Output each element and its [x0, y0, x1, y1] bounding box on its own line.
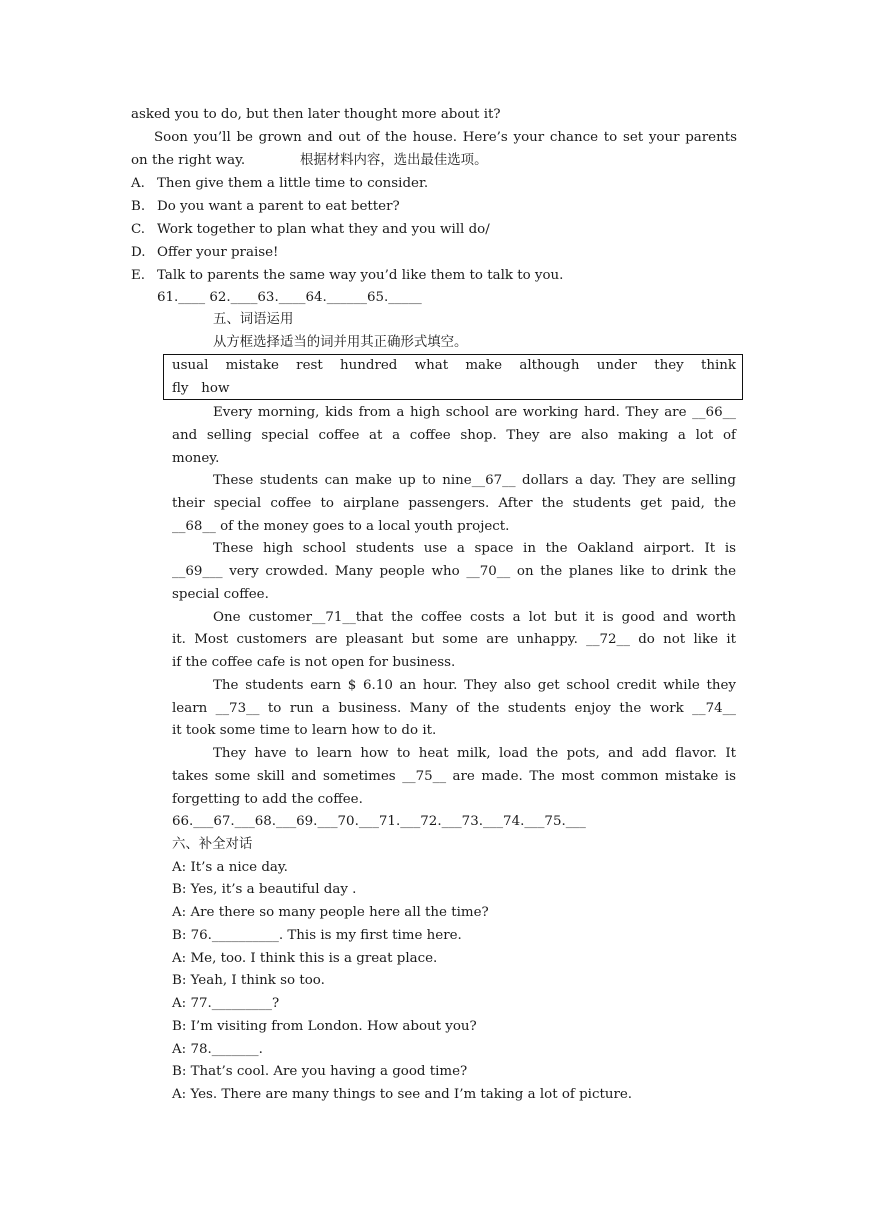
passage-line: it took some time to learn how to do it.: [172, 723, 437, 738]
word-box-line-1: usual mistake rest hundred what make although under they think: [172, 358, 736, 373]
dialogue-line: B: Yeah, I think so too.: [172, 973, 325, 988]
answer-blanks-66-75: 66.___67.___68.___69.___70.___71.___72.___73.___74.___75.___: [172, 814, 586, 829]
passage-line: and selling special coffee at a coffee shop. They are also making a lot of: [172, 428, 736, 443]
dialogue-line: A: 78._______.: [172, 1042, 263, 1057]
passage-line: takes some skill and sometimes __75__ are made. The most common mistake is: [172, 769, 736, 784]
dialogue-line: A: It’s a nice day.: [172, 860, 288, 875]
passage-line: They have to learn how to heat milk, load the pots, and add flavor. It: [213, 746, 736, 761]
passage-line: One customer__71__that the coffee costs a lot but it is good and worth: [213, 610, 736, 625]
option-letter: A.: [131, 176, 145, 191]
option-letter: D.: [131, 245, 146, 260]
option-text: Then give them a little time to consider.: [157, 176, 429, 191]
passage-line: learn __73__ to run a business. Many of the students enjoy the work __74__: [172, 701, 736, 716]
dialogue-line: B: Yes, it’s a beautiful day .: [172, 882, 357, 897]
intro-line-3a: on the right way.: [131, 153, 246, 168]
option-text: Do you want a parent to eat better?: [157, 199, 400, 214]
passage-line: __69___ very crowded. Many people who __70__ on the planes like to drink the: [172, 564, 736, 579]
section-6-title: 六、补全对话: [172, 837, 253, 852]
dialogue-line: A: 77._________?: [172, 996, 280, 1011]
option-text: Work together to plan what they and you will do/: [157, 222, 490, 237]
section-5-instruction: 从方框选择适当的词并用其正确形式填空。: [213, 335, 468, 350]
passage-line: The students earn $ 6.10 an hour. They also get school credit while they: [213, 678, 736, 693]
dialogue-line: B: I’m visiting from London. How about you?: [172, 1019, 477, 1034]
section-5-title: 五、词语运用: [213, 312, 294, 327]
passage-line: __68__ of the money goes to a local youth project.: [172, 519, 510, 534]
passage-line: special coffee.: [172, 587, 269, 602]
option-letter: B.: [131, 199, 146, 214]
passage-line: Every morning, kids from a high school are working hard. They are __66__: [213, 405, 736, 420]
intro-line-1: asked you to do, but then later thought more about it?: [131, 107, 501, 122]
passage-line: These high school students use a space in the Oakland airport. It is: [213, 541, 736, 556]
option-text: Talk to parents the same way you’d like them to talk to you.: [157, 268, 564, 283]
passage-line: it. Most customers are pleasant but some are unhappy. __72__ do not like it: [172, 632, 736, 647]
intro-line-2: Soon you’ll be grown and out of the house. Here’s your chance to set your parents: [154, 130, 737, 145]
option-letter: E.: [131, 268, 146, 283]
word-box-line-2: fly how: [172, 381, 230, 396]
passage-line: money.: [172, 451, 220, 466]
dialogue-line: A: Yes. There are many things to see and I’m taking a lot of picture.: [172, 1087, 633, 1102]
passage-line: if the coffee cafe is not open for business.: [172, 655, 456, 670]
option-letter: C.: [131, 222, 146, 237]
passage-line: forgetting to add the coffee.: [172, 792, 363, 807]
dialogue-line: B: That’s cool. Are you having a good time?: [172, 1064, 468, 1079]
option-text: Offer your praise!: [157, 245, 279, 260]
answer-blanks-61-65: 61.____ 62.____63.____64.______65._____: [157, 290, 422, 305]
dialogue-line: A: Are there so many people here all the time?: [172, 905, 489, 920]
passage-line: These students can make up to nine__67__ dollars a day. They are selling: [213, 473, 736, 488]
dialogue-line: A: Me, too. I think this is a great place.: [172, 951, 438, 966]
dialogue-line: B: 76.__________. This is my first time here.: [172, 928, 462, 943]
passage-line: their special coffee to airplane passengers. After the students get paid, the: [172, 496, 736, 511]
intro-instruction: 根据材料内容，选出最佳选项。: [300, 153, 488, 168]
